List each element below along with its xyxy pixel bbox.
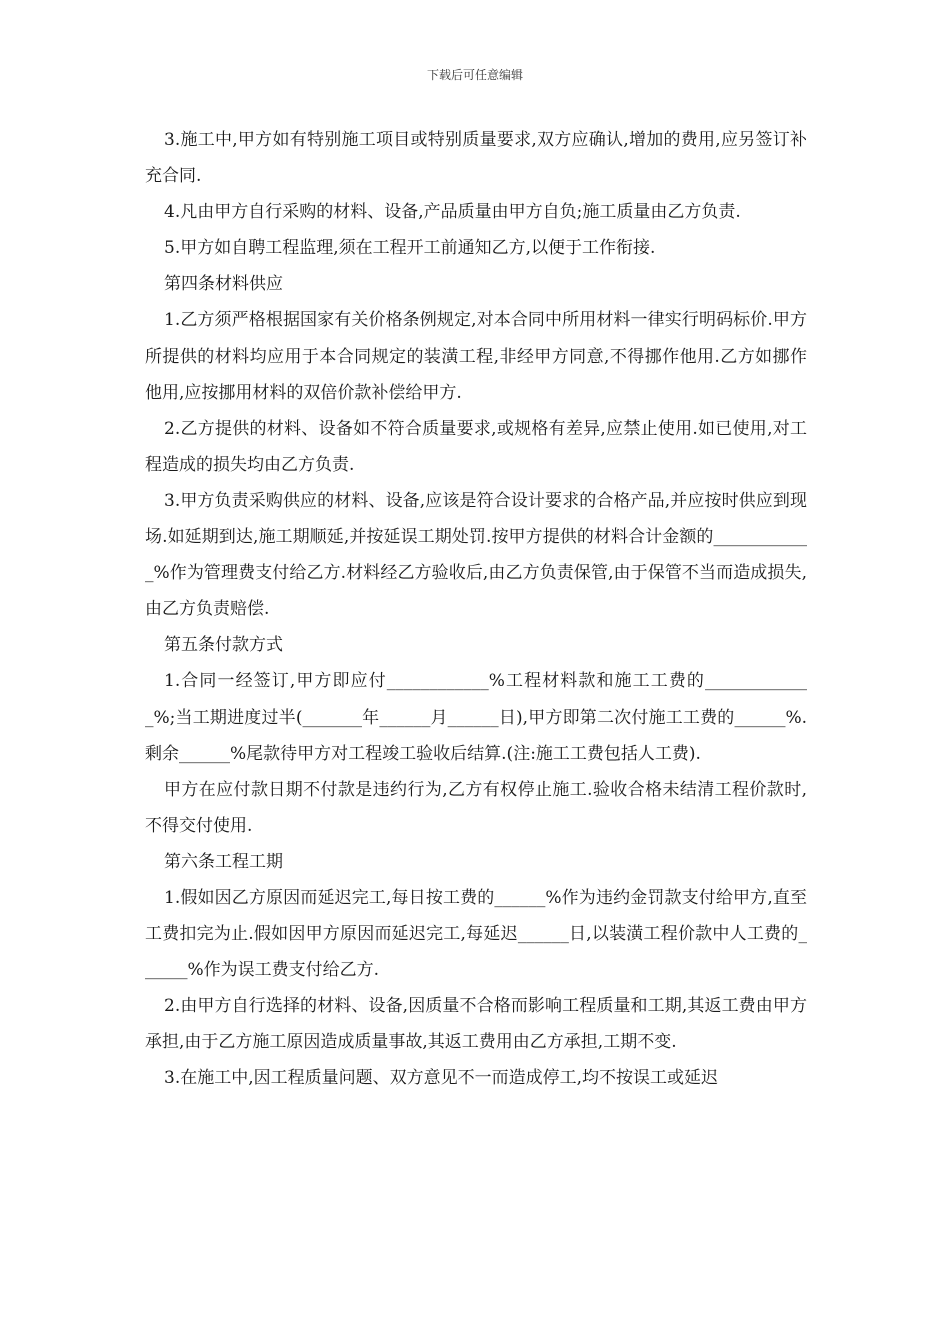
paragraph: 2.由甲方自行选择的材料、设备,因质量不合格而影响工程质量和工期,其返工费由甲方承担,由于乙方施工原因造成质量事故,其返工费用由乙方承担,工期不变. <box>145 996 807 1053</box>
paragraph: 甲方在应付款日期不付款是违约行为,乙方有权停止施工.验收合格未结清工程价款时,不得交付使用. <box>145 779 807 836</box>
paragraph: 1.合同一经签订,甲方即应付____________%工程材料款和施工工费的_____________%;当工期进度过半(_______年______月______日),甲方即第二次付施工工费的______%.剩余______%尾款待甲方对工程竣工验收后结算.(注:施工工费包括人工费). <box>145 671 807 764</box>
paragraph: 3.甲方负责采购供应的材料、设备,应该是符合设计要求的合格产品,并应按时供应到现场.如延期到达,施工期顺延,并按延误工期处罚.按甲方提供的材料合计金额的____________%作为管理费支付给乙方.材料经乙方验收后,由乙方负责保管,由于保管不当而造成损失,由乙方负责赔偿. <box>145 490 807 620</box>
section-heading: 第六条工程工期 <box>164 851 283 872</box>
document-body <box>145 122 807 1097</box>
paragraph: 1.假如因乙方原因而延迟完工,每日按工费的______%作为违约金罚款支付给甲方,直至工费扣完为止.假如因甲方原因而延迟完工,每延迟______日,以装潢工程价款中人工费的______%作为误工费支付给乙方. <box>145 887 807 981</box>
section-heading: 第五条付款方式 <box>164 635 283 656</box>
paragraph: 4.凡由甲方自行采购的材料、设备,产品质量由甲方自负;施工质量由乙方负责. <box>164 202 741 223</box>
paragraph: 5.甲方如自聘工程监理,须在工程开工前通知乙方,以便于工作衔接. <box>164 238 656 259</box>
paragraph: 3.在施工中,因工程质量问题、双方意见不一而造成停工,均不按误工或延迟 <box>164 1068 719 1089</box>
section-heading: 第四条材料供应 <box>164 274 283 295</box>
page-header: 下载后可任意编辑 <box>426 68 523 82</box>
paragraph: 3.施工中,甲方如有特别施工项目或特别质量要求,双方应确认,增加的费用,应另签订补充合同. <box>145 130 807 187</box>
paragraph: 2.乙方提供的材料、设备如不符合质量要求,或规格有差异,应禁止使用.如已使用,对工程造成的损失均由乙方负责. <box>145 418 807 475</box>
paragraph: 1.乙方须严格根据国家有关价格条例规定,对本合同中所用材料一律实行明码标价.甲方所提供的材料均应用于本合同规定的装潢工程,非经甲方同意,不得挪作他用.乙方如挪作他用,应按挪用材料的双倍价款补偿给甲方. <box>145 310 807 403</box>
